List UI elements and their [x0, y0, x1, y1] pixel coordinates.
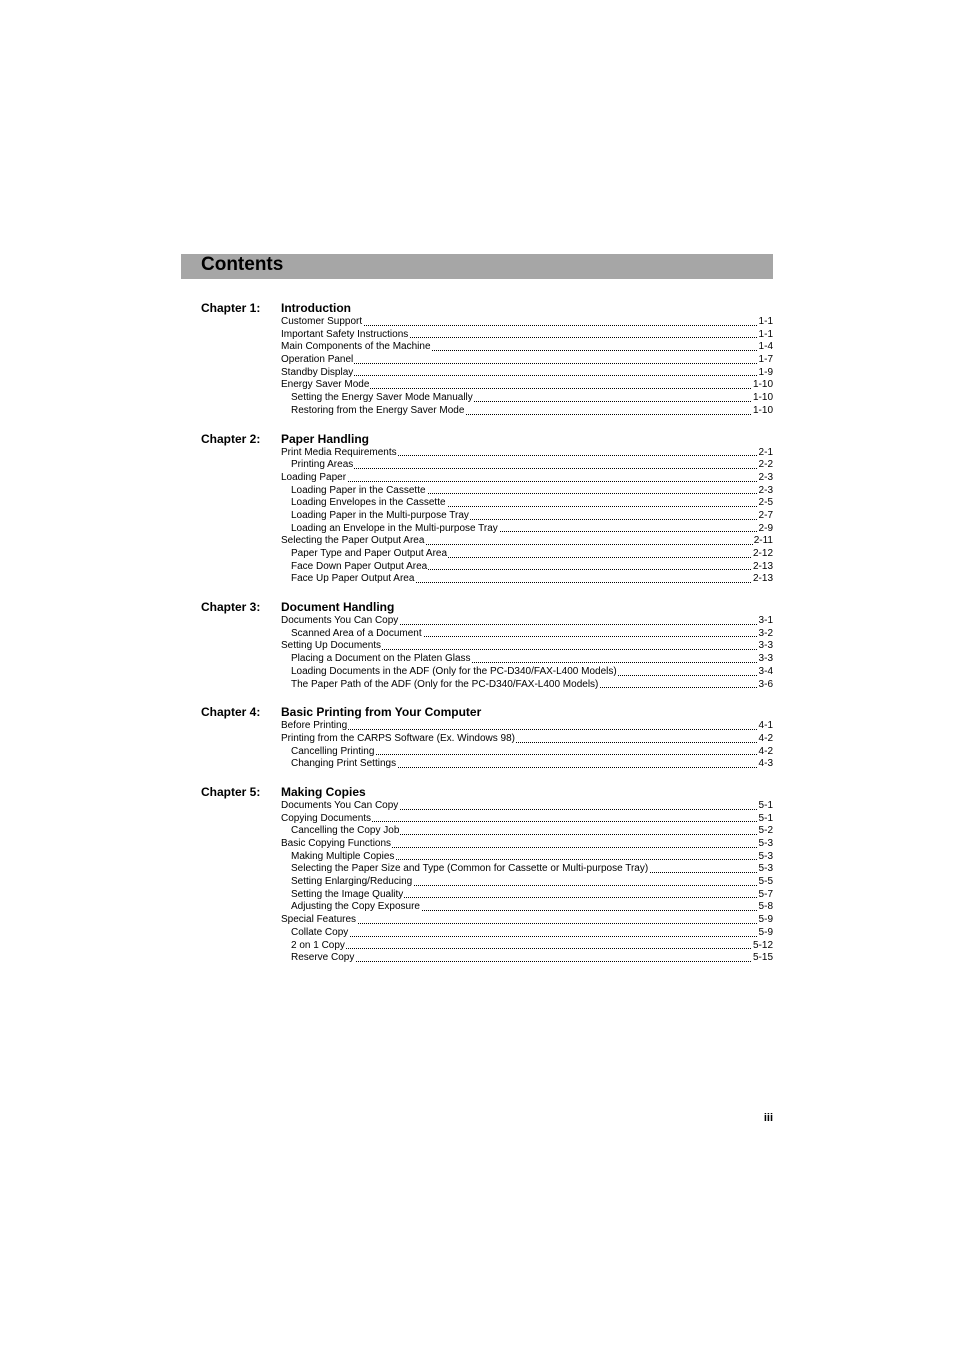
entry-page-number: 2-13: [752, 560, 773, 572]
dot-leader: [291, 468, 773, 469]
toc-subentry[interactable]: [291, 523, 773, 536]
entry-label: Main Components of the Machine: [281, 341, 431, 353]
entry-page-number: 5-9: [758, 926, 773, 938]
entry-page-number: 3-1: [758, 615, 773, 627]
toc-entry[interactable]: [281, 379, 773, 392]
entry-label: Printing Areas: [291, 459, 354, 471]
entry-page-number: 4-1: [758, 720, 773, 732]
entry-page-number: 5-12: [752, 939, 773, 951]
chapter-title[interactable]: Document Handling: [281, 600, 395, 615]
toc-subentry[interactable]: [291, 863, 773, 876]
entry-label: The Paper Path of the ADF (Only for the PC-D340/FAX-L400 Models): [291, 678, 599, 690]
dot-leader: [281, 363, 773, 364]
entry-label: Printing from the CARPS Software (Ex. Windows 98): [281, 732, 515, 744]
toc-entry[interactable]: [281, 813, 773, 826]
entry-label: Placing a Document on the Platen Glass: [291, 653, 471, 665]
toc-subentry[interactable]: [291, 405, 773, 418]
entry-label: Restoring from the Energy Saver Mode: [291, 404, 465, 416]
entry-label: Setting Enlarging/Reducing: [291, 876, 413, 888]
dot-leader: [281, 481, 773, 482]
entry-label: Setting the Energy Saver Mode Manually: [291, 392, 473, 404]
entry-label: 2 on 1 Copy: [291, 939, 345, 951]
chapter-4: [0, 705, 954, 771]
dot-leader: [291, 936, 773, 937]
toc-subentry[interactable]: [291, 927, 773, 940]
toc-subentry[interactable]: [291, 940, 773, 953]
entry-page-number: 5-5: [758, 876, 773, 888]
entry-page-number: 2-7: [758, 509, 773, 521]
entry-label: Scanned Area of a Document: [291, 627, 422, 639]
entry-page-number: 1-10: [752, 404, 773, 416]
entry-page-number: 1-4: [758, 341, 773, 353]
entry-label: Important Safety Instructions: [281, 328, 409, 340]
entry-page-number: 2-5: [758, 497, 773, 509]
entry-label: Loading Paper in the Multi-purpose Tray: [291, 509, 469, 521]
entry-page-number: 5-1: [758, 812, 773, 824]
chapter-number: Chapter 1:: [201, 301, 261, 315]
chapter-3: [0, 600, 954, 691]
entry-label: Face Up Paper Output Area: [291, 573, 415, 585]
entry-page-number: 5-2: [758, 825, 773, 837]
chapter-number: Chapter 3:: [201, 600, 261, 615]
entry-page-number: 3-4: [758, 665, 773, 677]
entry-label: Face Down Paper Output Area: [291, 560, 428, 572]
entry-label: Adjusting the Copy Exposure: [291, 901, 420, 913]
entry-label: Cancelling the Copy Job: [291, 825, 400, 837]
entry-label: Print Media Requirements: [281, 446, 397, 458]
entry-page-number: 1-1: [758, 316, 773, 327]
entry-page-number: 2-3: [758, 484, 773, 496]
entry-label: Documents You Can Copy: [281, 799, 399, 811]
toc-subentry[interactable]: [291, 851, 773, 864]
toc-subentry[interactable]: [291, 901, 773, 914]
entry-page-number: 3-2: [758, 627, 773, 639]
toc-entry[interactable]: [281, 733, 773, 746]
toc-subentry[interactable]: [291, 825, 773, 838]
entry-page-number: 5-1: [758, 799, 773, 811]
toc-entry[interactable]: [281, 838, 773, 851]
entry-page-number: 5-3: [758, 863, 773, 875]
chapter-2: [0, 432, 954, 587]
toc-subentry[interactable]: [291, 758, 773, 771]
entry-page-number: 5-9: [758, 914, 773, 926]
entry-page-number: 5-3: [758, 850, 773, 862]
toc-entry[interactable]: [281, 341, 773, 354]
entry-page-number: 4-2: [758, 745, 773, 757]
entry-label: Operation Panel: [281, 354, 354, 366]
chapter-1: [0, 301, 954, 418]
entry-label: Loading an Envelope in the Multi-purpose Tray: [291, 522, 498, 534]
entry-page-number: 1-10: [752, 392, 773, 404]
contents-title-bar: [181, 254, 773, 279]
toc-subentry[interactable]: [291, 497, 773, 510]
toc-entry[interactable]: [281, 615, 773, 628]
entry-label: Cancelling Printing: [291, 745, 375, 757]
dot-leader: [281, 729, 773, 730]
toc-subentry[interactable]: [291, 876, 773, 889]
entry-label: Setting the Image Quality: [291, 888, 404, 900]
entry-page-number: 5-7: [758, 888, 773, 900]
entry-label: Before Printing: [281, 720, 348, 732]
chapter-title[interactable]: Introduction: [281, 301, 351, 315]
entry-label: Loading Documents in the ADF (Only for the PC-D340/FAX-L400 Models): [291, 665, 617, 677]
entry-page-number: 2-1: [758, 446, 773, 458]
chapter-number: Chapter 5:: [201, 784, 261, 799]
toc-subentry[interactable]: [291, 561, 773, 574]
toc-entry[interactable]: [281, 720, 773, 733]
page-number: iii: [763, 1112, 773, 1124]
entry-page-number: 2-2: [758, 459, 773, 471]
toc-subentry[interactable]: [291, 889, 773, 902]
table-of-contents: [0, 301, 954, 979]
entry-label: Making Multiple Copies: [291, 850, 395, 862]
chapter-number: Chapter 2:: [201, 431, 261, 446]
entry-label: Energy Saver Mode: [281, 379, 370, 391]
toc-entry[interactable]: [281, 640, 773, 653]
chapter-number: Chapter 4:: [201, 705, 261, 720]
page-title: Contents: [201, 254, 284, 275]
toc-subentry[interactable]: [291, 746, 773, 759]
entry-label: Collate Copy: [291, 926, 349, 938]
toc-subentry[interactable]: [291, 679, 773, 692]
toc-entry[interactable]: [281, 472, 773, 485]
entry-page-number: 1-10: [752, 379, 773, 391]
entry-label: Basic Copying Functions: [281, 838, 392, 849]
entry-label: Selecting the Paper Size and Type (Common for Cassette or Multi-purpose Tray): [291, 863, 649, 875]
entry-page-number: 3-3: [758, 640, 773, 652]
toc-subentry[interactable]: [291, 653, 773, 666]
entry-page-number: 5-3: [758, 838, 773, 849]
entry-label: Special Features: [281, 914, 357, 926]
entry-label: Loading Paper: [281, 471, 347, 483]
toc-entry[interactable]: [281, 535, 773, 548]
dot-leader: [291, 961, 773, 962]
entry-label: Changing Print Settings: [291, 758, 397, 770]
chapter-title[interactable]: Paper Handling: [281, 431, 370, 446]
toc-entry[interactable]: [281, 367, 773, 380]
entry-page-number: 1-1: [758, 328, 773, 340]
entry-page-number: 1-9: [758, 366, 773, 378]
dot-leader: [291, 948, 773, 949]
toc-entry[interactable]: [281, 914, 773, 927]
toc-subentry[interactable]: [291, 952, 773, 965]
toc-subentry[interactable]: [291, 510, 773, 523]
toc-entry[interactable]: [281, 329, 773, 342]
entry-page-number: 3-6: [758, 678, 773, 690]
entry-label: Paper Type and Paper Output Area: [291, 548, 448, 559]
entry-page-number: 2-13: [752, 573, 773, 585]
entry-label: Reserve Copy: [291, 952, 355, 964]
entry-page-number: 5-8: [758, 901, 773, 913]
entry-label: Standby Display: [281, 366, 354, 378]
entry-label: Loading Envelopes in the Cassette: [291, 497, 446, 509]
chapter-5: [0, 785, 954, 965]
chapter-title[interactable]: Making Copies: [281, 784, 366, 799]
toc-subentry[interactable]: [291, 485, 773, 498]
entry-page-number: 2-11: [753, 535, 773, 547]
toc-subentry[interactable]: [291, 548, 773, 561]
toc-subentry[interactable]: [291, 573, 773, 586]
entry-label: Copying Documents: [281, 812, 372, 824]
entry-label: Customer Support: [281, 316, 363, 327]
toc-subentry[interactable]: [291, 628, 773, 641]
entry-page-number: 2-12: [752, 548, 773, 559]
entry-label: Loading Paper in the Cassette: [291, 484, 426, 496]
entry-label: Selecting the Paper Output Area: [281, 535, 425, 547]
toc-entry[interactable]: [281, 316, 773, 329]
entry-label: Documents You Can Copy: [281, 615, 399, 627]
entry-page-number: 2-9: [758, 522, 773, 534]
toc-subentry[interactable]: [291, 392, 773, 405]
entry-label: Setting Up Documents: [281, 640, 382, 652]
entry-page-number: 4-2: [758, 732, 773, 744]
toc-entry[interactable]: [281, 354, 773, 367]
entry-page-number: 4-3: [758, 758, 773, 770]
toc-entry[interactable]: [281, 800, 773, 813]
chapter-title[interactable]: Basic Printing from Your Computer: [281, 705, 482, 720]
entry-page-number: 2-3: [758, 471, 773, 483]
toc-entry[interactable]: [281, 447, 773, 460]
entry-page-number: 5-15: [752, 952, 773, 964]
entry-page-number: 1-7: [758, 354, 773, 366]
toc-subentry[interactable]: [291, 666, 773, 679]
toc-subentry[interactable]: [291, 459, 773, 472]
dot-leader: [281, 375, 773, 376]
entry-page-number: 3-3: [758, 653, 773, 665]
